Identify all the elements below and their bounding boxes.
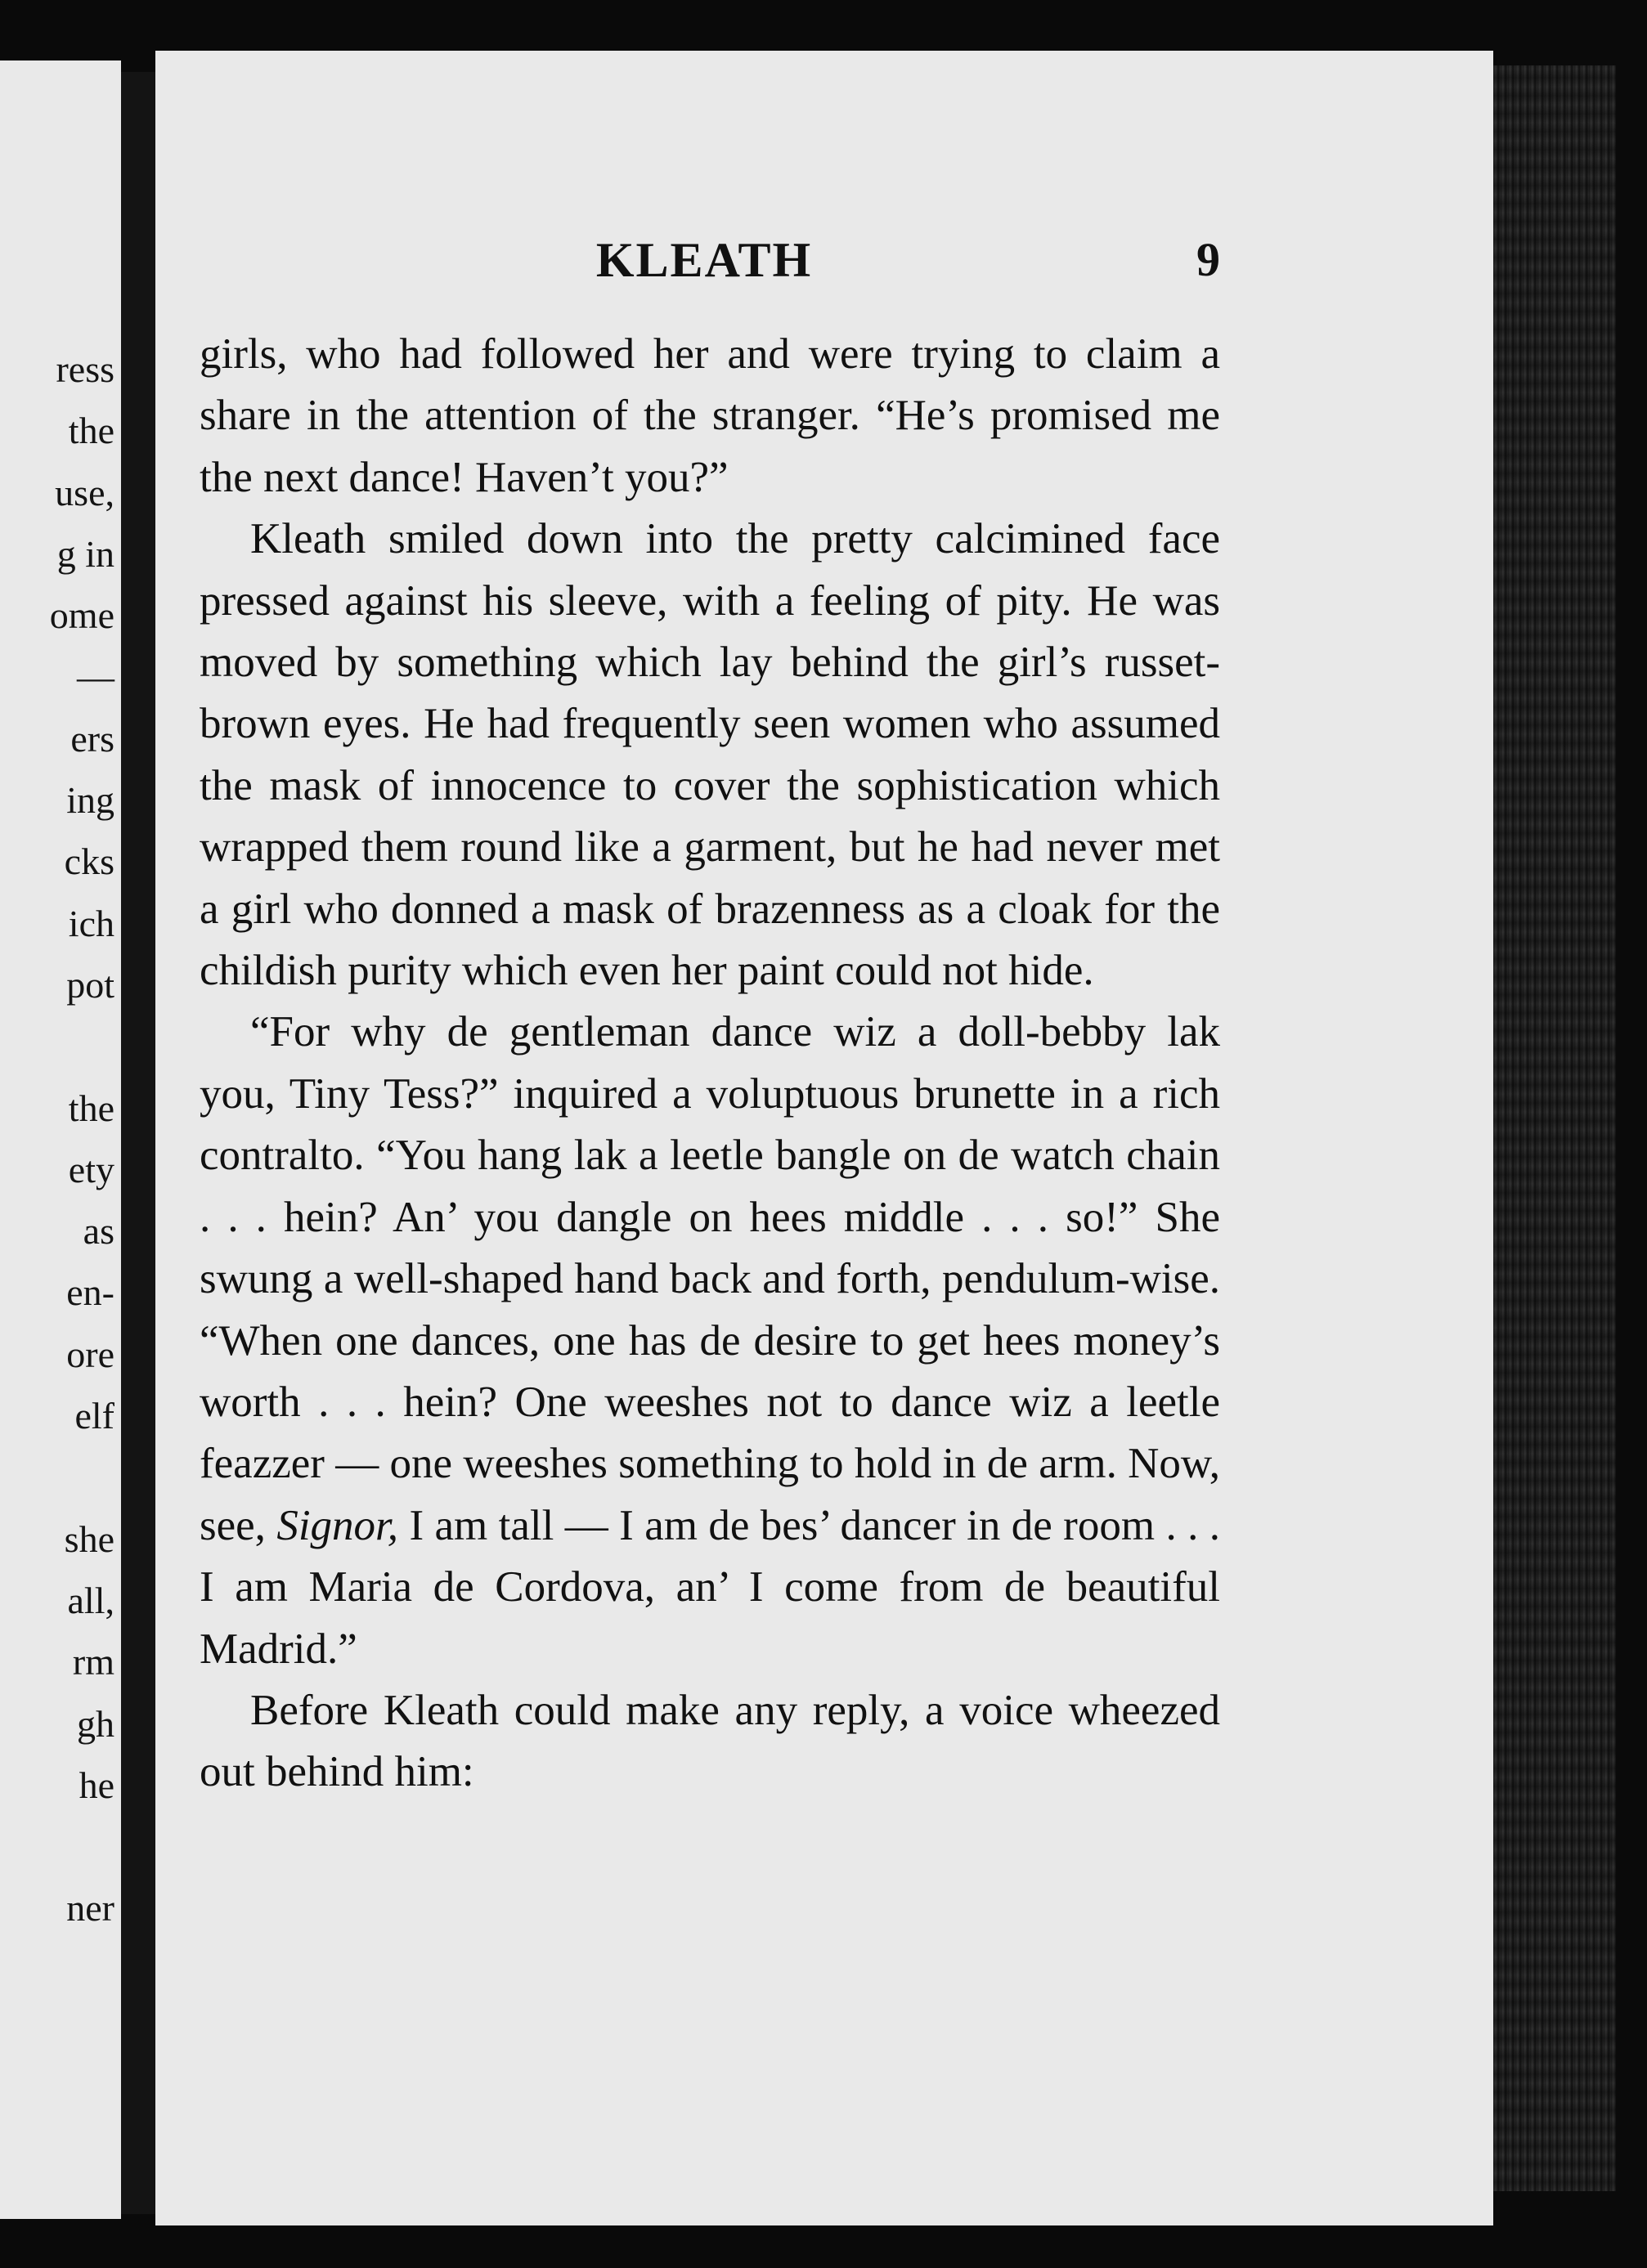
page-number: 9 bbox=[1196, 233, 1220, 286]
facing-page-fragment: rm bbox=[72, 1641, 114, 1683]
facing-page-fragment: ich bbox=[68, 902, 114, 944]
paragraph-4: Before Kleath could make any reply, a voice wheezed out behind him: bbox=[200, 1686, 1220, 1796]
facing-page-fragment: all, bbox=[67, 1579, 114, 1621]
facing-page-fragment: he bbox=[79, 1764, 114, 1806]
facing-page-fragment: she bbox=[64, 1517, 114, 1560]
page-edges bbox=[1493, 65, 1616, 2191]
facing-page-fragment: ner bbox=[66, 1887, 114, 1930]
facing-page-fragment: en- bbox=[66, 1271, 114, 1314]
italic-word-signor: Signor, bbox=[276, 1501, 399, 1549]
facing-page-fragment: pot bbox=[66, 963, 114, 1006]
paragraph-3 bbox=[200, 1002, 1220, 1679]
facing-page-fragment: ress bbox=[56, 348, 114, 390]
facing-page-fragment: the bbox=[68, 410, 114, 452]
facing-page-fragment: ome bbox=[49, 594, 114, 637]
facing-page-fragment: cks bbox=[64, 840, 114, 883]
facing-page-fragment: use, bbox=[55, 471, 114, 513]
paragraph-3-part-1: “For why de gentleman dance wiz a doll-bebby lak you, Tiny Tess?” inquired a voluptuous brunette in a rich contralto. “You hang lak a leetle bangle on de watch chain . . . hein? An’ you dangle on hees middle . . . so!” She swung a well-shaped hand back and forth, pendulum-wise. “When one dances, one has de desire to get hees money’s worth . . . hein? One weeshes not to dance wiz a leetle feazzer — one weeshes something to hold in de arm. Now, see, bbox=[200, 1008, 1220, 1549]
facing-page-fragment: — bbox=[77, 656, 114, 698]
facing-page-text-fragments bbox=[50, 338, 114, 1939]
body-text bbox=[200, 324, 1220, 1804]
facing-page-fragment: ore bbox=[66, 1333, 114, 1375]
facing-page-fragment: ety bbox=[68, 1148, 114, 1190]
facing-page-fragment bbox=[50, 1015, 114, 1077]
facing-page-fragment: elf bbox=[74, 1395, 114, 1437]
paragraph-1: girls, who had followed her and were trying to claim a share in the attention of the stranger. “He’s promised me the next dance! Haven’t you?” bbox=[200, 330, 1220, 501]
facing-page-fragment: ers bbox=[70, 717, 114, 760]
running-head bbox=[188, 232, 1220, 298]
facing-page-fragment: ing bbox=[66, 779, 114, 822]
facing-page-fragment: as bbox=[83, 1210, 114, 1253]
facing-page-fragment bbox=[50, 1446, 114, 1508]
running-title: KLEATH bbox=[595, 233, 813, 287]
facing-page-left bbox=[0, 61, 121, 2219]
facing-page-fragment: gh bbox=[77, 1702, 114, 1745]
paragraph-2: Kleath smiled down into the pretty calcimined face pressed against his sleeve, with a feeling of pity. He was moved by something which lay behind the girl’s russet-brown eyes. He had frequently seen women who assumed the mask of innocence to cover the sophistication which wrapped them round like a garment, but he had never met a girl who donned a mask of brazenness as a cloak for the childish purity which even her paint could not hide. bbox=[200, 515, 1220, 995]
facing-page-fragment bbox=[50, 1816, 114, 1877]
facing-page-fragment: g in bbox=[56, 532, 114, 575]
facing-page-fragment: the bbox=[68, 1087, 114, 1129]
paragraph-3-part-2: I am tall — I am de bes’ dancer in de room . . . I am Maria de Cordova, an’ I come from de beautiful Madrid.” bbox=[200, 1501, 1220, 1673]
book-gutter bbox=[121, 72, 155, 2214]
